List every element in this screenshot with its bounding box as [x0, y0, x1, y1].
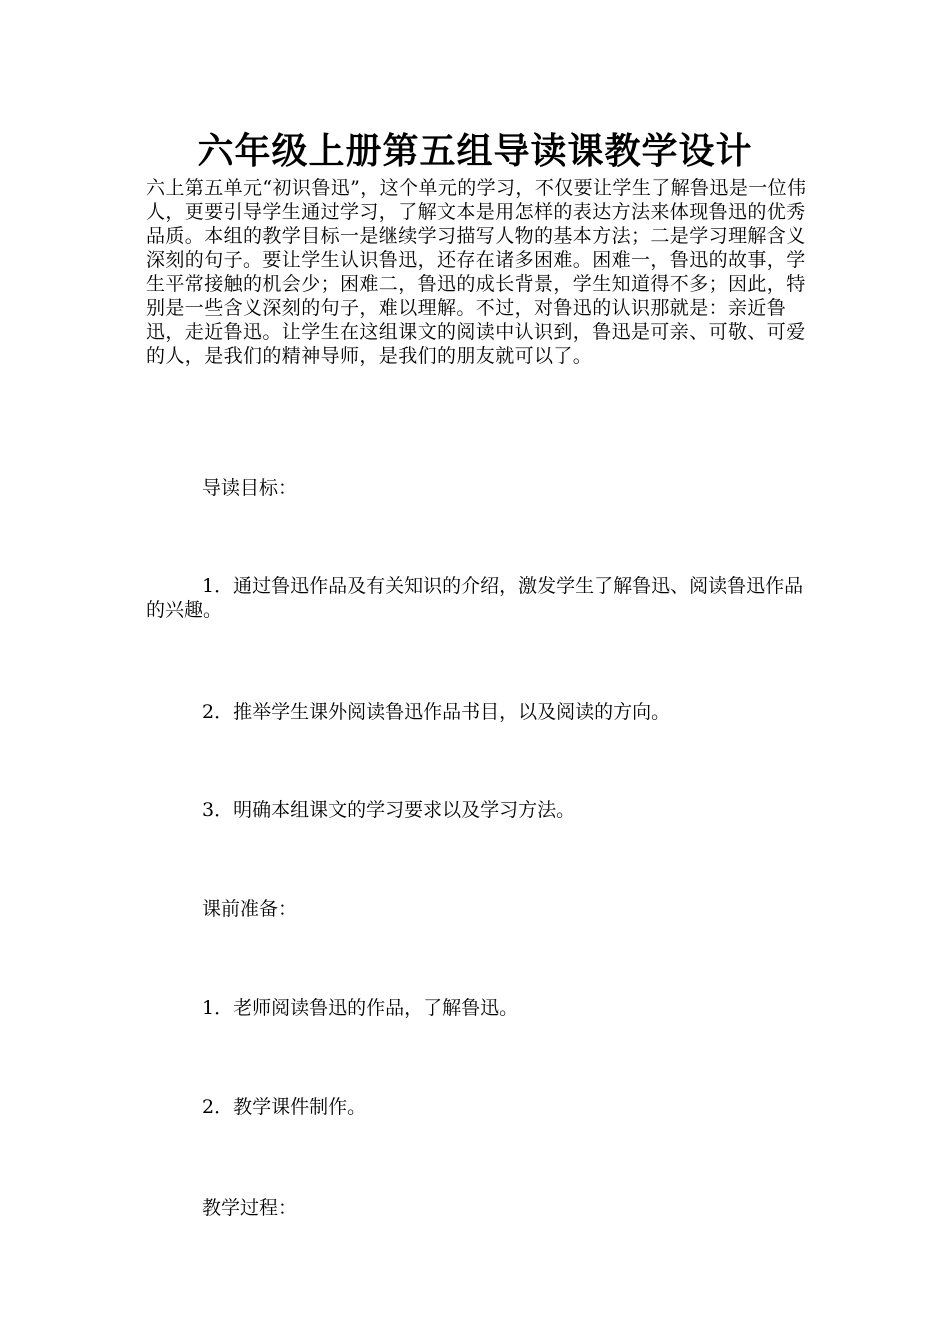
intro-paragraph: 六上第五单元“初识鲁迅”，这个单元的学习，不仅要让学生了解鲁迅是一位伟人，更要引导学生通过学习，了解文本是用怎样的表达方法来体现鲁迅的优秀品质。本组的教学目标一是继续学习描写人物的基本方法；二是学习理解含义深刻的句子。要让学生认识鲁迅，还存在诸多困难。困难一，鲁迅的故事，学生平常接触的机会少；困难二，鲁迅的成长背景，学生知道得不多；因此，特别是一些含义深刻的句子，难以理解。不过，对鲁迅的认识那就是：亲近鲁迅，走近鲁迅。让学生在这组课文的阅读中认识到，鲁迅是可亲、可敬、可爱的人，是我们的精神导师，是我们的朋友就可以了。	[146, 177, 807, 367]
document-title: 六年级上册第五组导读课教学设计	[197, 130, 753, 172]
goal-item-2: 2．推举学生课外阅读鲁迅作品书目，以及阅读的方向。	[202, 701, 671, 723]
goal-item-1: 1．通过鲁迅作品及有关知识的介绍，激发学生了解鲁迅、阅读鲁迅作品的兴趣。	[146, 575, 804, 621]
prep-item-1: 1．老师阅读鲁迅的作品，了解鲁迅。	[202, 997, 519, 1019]
goal-item-3: 3．明确本组课文的学习要求以及学习方法。	[202, 799, 576, 821]
process-heading: 教学过程：	[202, 1197, 298, 1219]
prep-heading: 课前准备：	[202, 898, 298, 920]
prep-item-2: 2．教学课件制作。	[202, 1096, 367, 1118]
goals-heading: 导读目标：	[202, 477, 298, 499]
